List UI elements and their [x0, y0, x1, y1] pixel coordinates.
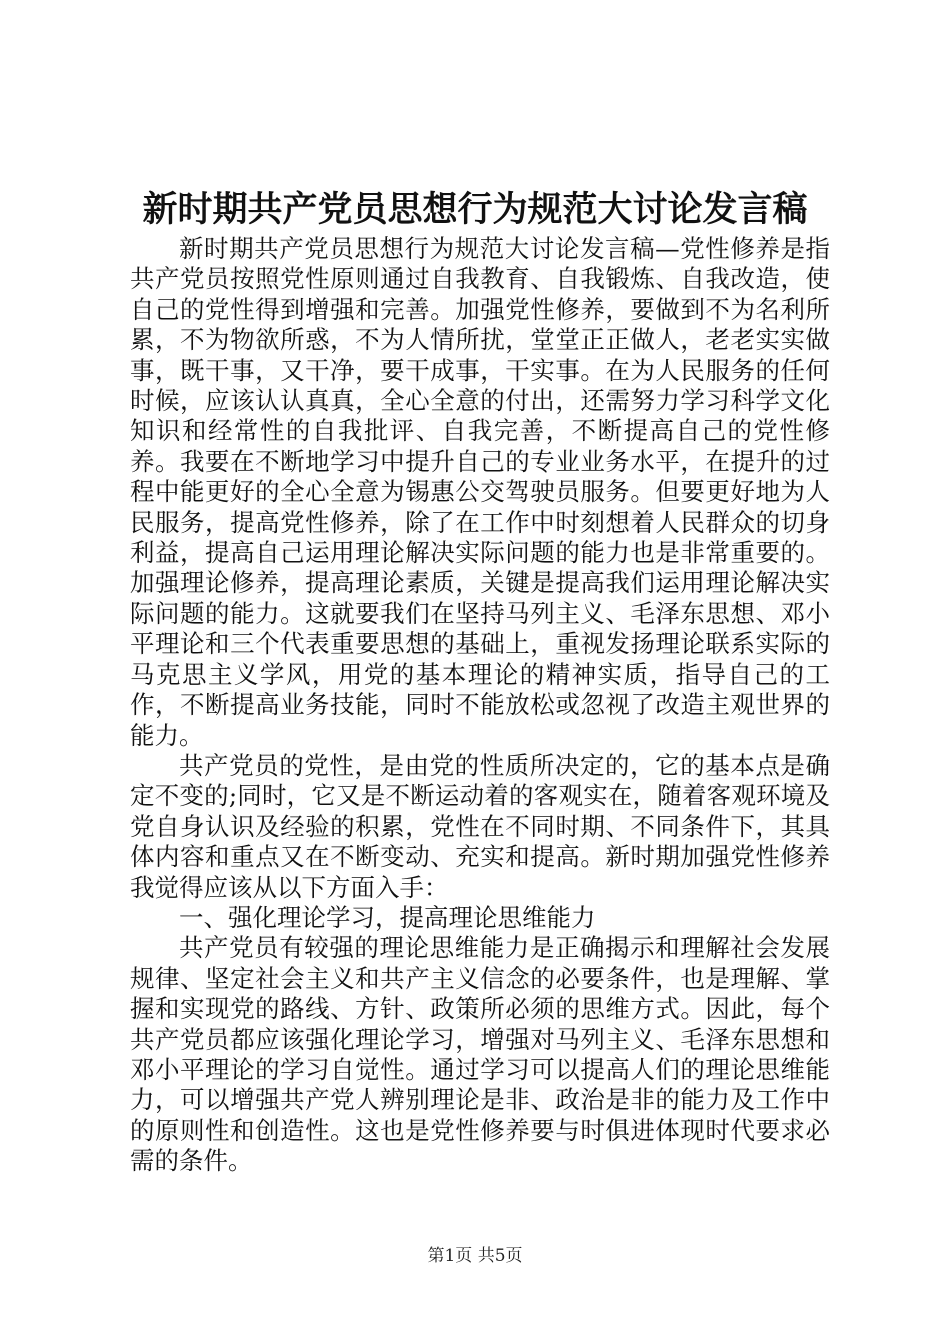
section-heading-1: 一、强化理论学习，提高理论思维能力 [179, 902, 596, 932]
paragraph-party-nature: 共产党员的党性，是由党的性质所决定的，它的基本点是确定不变的;同时，它又是不断运动着的客观实在，随着客观环境及党自身认识及经验的积累，党性在不同时期、不同条件下，其具体内容和重点又在不断变动、充实和提高。新时期加强党性修养我觉得应该从以下方面入手： [130, 750, 830, 902]
paragraph-intro: 新时期共产党员思想行为规范大讨论发言稿—党性修养是指共产党员按照党性原则通过自我教育、自我锻炼、自我改造，使自己的党性得到增强和完善。加强党性修养，要做到不为名利所累，不为物欲所惑，不为人情所扰，堂堂正正做人，老老实实做事，既干事，又干净，要干成事，干实事。在为人民服务的任何时候，应该认认真真，全心全意的付出，还需努力学习科学文化知识和经常性的自我批评、自我完善，不断提高自己的党性修养。我要在不断地学习中提升自己的专业业务水平，在提升的过程中能更好的全心全意为锡惠公交驾驶员服务。但要更好地为人民服务，提高党性修养，除了在工作中时刻想着人民群众的切身利益，提高自己运用理论解决实际问题的能力也是非常重要的。加强理论修养，提高理论素质，关键是提高我们运用理论解决实际问题的能力。这就要我们在坚持马列主义、毛泽东思想、邓小平理论和三个代表重要思想的基础上，重视发扬理论联系实际的马克思主义学风，用党的基本理论的精神实质，指导自己的工作，不断提高业务技能，同时不能放松或忽视了改造主观世界的能力。 [130, 234, 830, 750]
paragraph-theory-study: 共产党员有较强的理论思维能力是正确揭示和理解社会发展规律、坚定社会主义和共产主义信念的必要条件，也是理解、掌握和实现党的路线、方针、政策所必须的思维方式。因此，每个共产党员都应该强化理论学习，增强对马列主义、毛泽东思想和邓小平理论的学习自觉性。通过学习可以提高人们的理论思维能力，可以增强共产党人辨别理论是非、政治是非的能力及工作中的原则性和创造性。这也是党性修养要与时俱进体现时代要求必需的条件。 [130, 933, 830, 1176]
document-title: 新时期共产党员思想行为规范大讨论发言稿 [142, 189, 808, 230]
document-body [130, 234, 830, 1177]
page-footer: 第1页 共5页 [427, 1246, 523, 1266]
